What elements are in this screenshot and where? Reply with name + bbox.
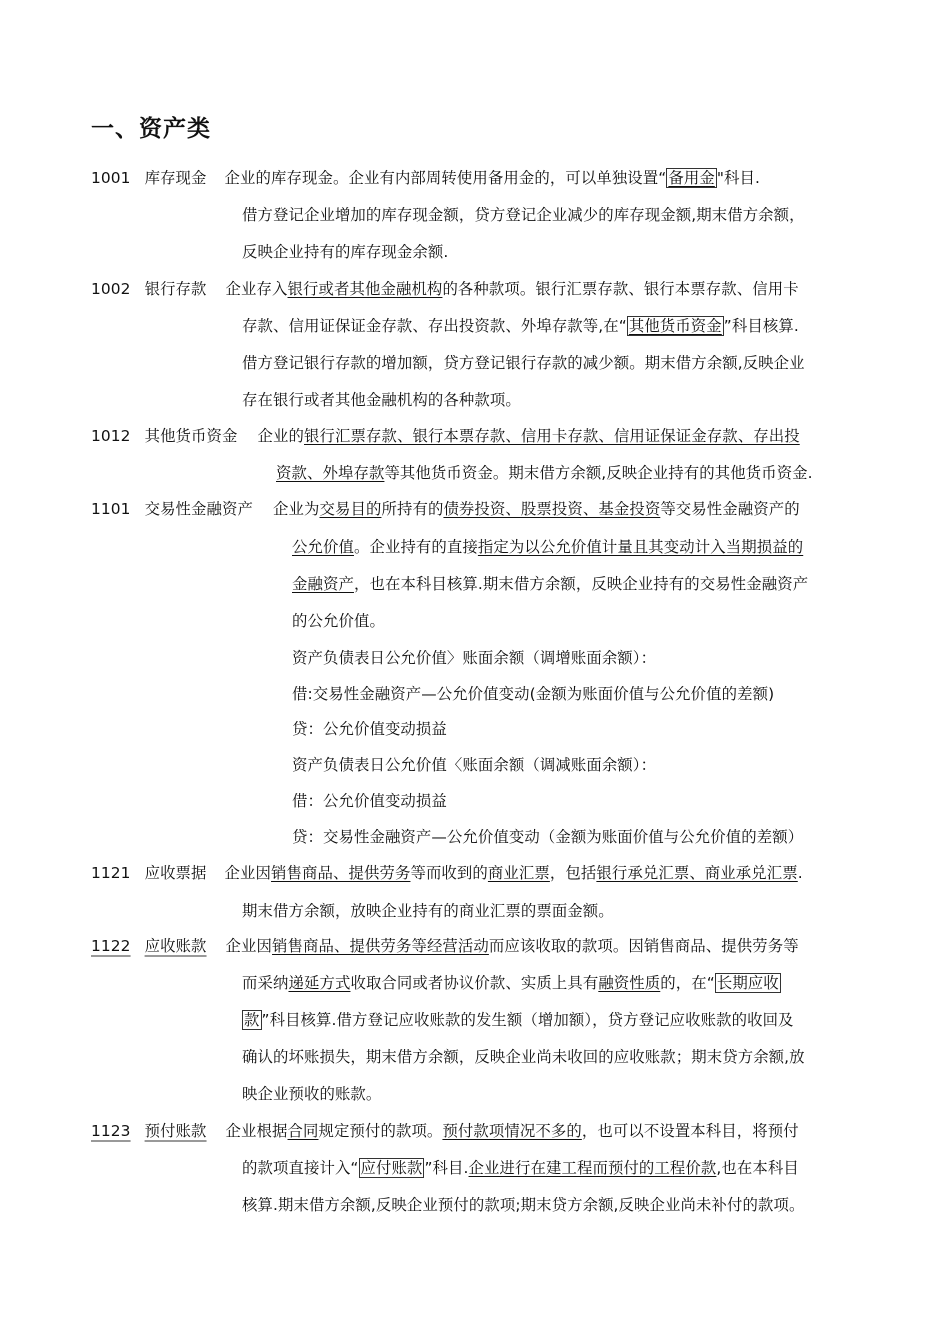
account-desc: ”科目. [424, 1159, 469, 1177]
underlined-term: 销售商品、提供劳务 [271, 864, 411, 882]
account-desc: 企业存入 [225, 280, 288, 298]
boxed-term: 长期应收 [716, 974, 779, 992]
account-desc: 企业根据 [225, 1122, 288, 1140]
entry-1101-line-5: 资产负债表日公允价值〉账面余额（调增账面余额）： [292, 649, 657, 667]
entry-1121-line-2: 期末借方余额，放映企业持有的商业汇票的票面金额。 [242, 902, 614, 920]
entry-1101-line-2 [292, 537, 803, 557]
account-name: 银行存款 [144, 280, 207, 298]
account-name: 应收票据 [144, 864, 207, 882]
underlined-term: 指定为以公允价值计量且其变动计入当期损益的 [477, 538, 804, 556]
account-desc: 等交易性金融资产的 [660, 500, 800, 518]
entry-1123-line-3: 核算.期末借方余额,反映企业预付的款项;期末贷方余额,反映企业尚未补付的款项。 [242, 1196, 805, 1214]
account-code: 1002 [91, 280, 131, 298]
underlined-term: 公允价值 [292, 538, 354, 556]
entry-1012-line-2 [276, 463, 813, 483]
underlined-term: 企业进行在建工程而预付的工程价款 [468, 1159, 717, 1177]
account-name: 其他货币资金 [144, 427, 238, 445]
underlined-term: 交易目的 [319, 500, 382, 518]
account-desc: 等其他货币资金。期末借方余额,反映企业持有的其他货币资金. [384, 464, 813, 482]
account-name: 交易性金融资产 [144, 500, 254, 518]
account-desc: ,也在本科目 [716, 1159, 799, 1177]
account-desc: 企业为 [273, 500, 320, 518]
account-desc: 企业的 [257, 427, 305, 445]
account-desc: 企业因 [225, 937, 273, 955]
journal-credit: 贷：交易性金融资产—公允价值变动（金额为账面价值与公允价值的差额） [292, 828, 804, 846]
entry-1101-line-4: 的公允价值。 [292, 612, 385, 630]
account-desc: "科目. [716, 169, 760, 187]
underlined-term: 销售商品、提供劳务等经营活动 [272, 937, 489, 955]
entry-1101-line-3 [292, 574, 808, 594]
account-desc: ，也可以不设置本科目，将预付 [581, 1122, 799, 1140]
underlined-term: 银行承兑汇票、商业承兑汇票 [596, 864, 798, 882]
entry-1101-line-8: 资产负债表日公允价值〈账面余额（调减账面余额）： [292, 756, 657, 774]
entry-1122-line-1 [91, 936, 799, 956]
entry-1001-line-2: 借方登记企业增加的库存现金额，贷方登记企业减少的库存现金额,期末借方余额， [242, 206, 805, 224]
account-desc: 收取合同或者协议价款、实质上具有 [350, 974, 599, 992]
account-code: 1123 [91, 1122, 131, 1140]
account-desc: 规定预付的款项。 [318, 1122, 443, 1140]
account-desc: 企业的库存现金。企业有内部周转使用备用金的，可以单独设置“ [224, 169, 667, 187]
entry-1101-line-1 [91, 499, 800, 519]
underlined-term: 资款、外埠存款 [276, 464, 385, 482]
entry-1002-line-2 [242, 316, 799, 336]
entry-1002-line-1 [91, 279, 799, 299]
account-code: 1122 [91, 937, 131, 955]
account-desc: 存款、信用证保证金存款、存出投资款、外埠存款等,在“ [242, 317, 627, 335]
section-title: 一、资产类 [91, 116, 211, 142]
entry-1122-line-5: 映企业预收的账款。 [242, 1085, 382, 1103]
entry-1001-line-3: 反映企业持有的库存现金余额. [242, 243, 449, 261]
account-desc: 而采纳 [242, 974, 289, 992]
account-desc: ”科目核算. [723, 317, 799, 335]
entry-1123-line-2 [242, 1158, 799, 1178]
underlined-term: 银行汇票存款、银行本票存款、信用卡存款、信用证保证金存款、存出投 [304, 427, 800, 445]
account-desc: 等而收到的 [410, 864, 488, 882]
account-code: 1001 [91, 169, 131, 187]
underlined-term: 合同 [287, 1122, 319, 1140]
account-code: 1101 [91, 500, 131, 518]
underlined-term: 银行或者其他金融机构 [287, 280, 443, 298]
entry-1122-line-3 [242, 1010, 794, 1030]
entry-1122-line-4: 确认的坏账损失，期末借方余额，反映企业尚未收回的应收账款；期末贷方余额,放 [242, 1048, 805, 1066]
account-desc: 而应该收取的款项。因销售商品、提供劳务等 [488, 937, 799, 955]
account-desc: 。企业持有的直接 [353, 538, 478, 556]
underlined-term: 融资性质 [598, 974, 661, 992]
journal-debit: 借：公允价值变动损益 [292, 792, 447, 810]
underlined-term: 债券投资、股票投资、基金投资 [443, 500, 661, 518]
account-code: 1012 [91, 427, 131, 445]
account-name: 预付账款 [144, 1122, 207, 1140]
account-desc: 的款项直接计入“ [242, 1159, 359, 1177]
entry-1123-line-1 [91, 1121, 799, 1141]
account-desc: ，也在本科目核算.期末借方余额，反映企业持有的交易性金融资产 [353, 575, 809, 593]
account-name: 库存现金 [144, 169, 207, 187]
account-desc: . [797, 864, 803, 882]
journal-credit: 贷：公允价值变动损益 [292, 720, 447, 738]
entry-1121-line-1 [91, 863, 803, 883]
account-desc: 企业因 [224, 864, 272, 882]
account-desc: ”科目核算.借方登记应收账款的发生额（增加额），贷方登记应收账款的收回及 [261, 1011, 794, 1029]
entry-1012-line-1 [91, 426, 800, 446]
entry-1122-line-2 [242, 973, 781, 993]
account-code: 1121 [91, 864, 131, 882]
boxed-term: 备用金 [668, 169, 715, 187]
entry-1002-line-3: 借方登记银行存款的增加额，贷方登记银行存款的减少额。期末借方余额,反映企业 [242, 354, 805, 372]
boxed-term: 应付账款 [360, 1159, 423, 1177]
account-desc: ，包括 [549, 864, 597, 882]
underlined-term: 金融资产 [292, 575, 354, 593]
entry-1002-line-4: 存在银行或者其他金融机构的各种款项。 [242, 391, 521, 409]
journal-debit: 借:交易性金融资产—公允价值变动(金额为账面价值与公允价值的差额) [292, 685, 775, 703]
entry-1001-line-1 [91, 168, 760, 188]
underlined-term: 预付款项情况不多的 [442, 1122, 582, 1140]
account-desc: 所持有的 [381, 500, 444, 518]
boxed-term: 款 [244, 1011, 260, 1029]
boxed-term: 其他货币资金 [628, 317, 722, 335]
account-desc: 的各种款项。银行汇票存款、银行本票存款、信用卡 [442, 280, 799, 298]
underlined-term: 商业汇票 [487, 864, 550, 882]
account-name: 应收账款 [144, 937, 207, 955]
underlined-term: 递延方式 [288, 974, 351, 992]
account-desc: 的，在“ [660, 974, 715, 992]
